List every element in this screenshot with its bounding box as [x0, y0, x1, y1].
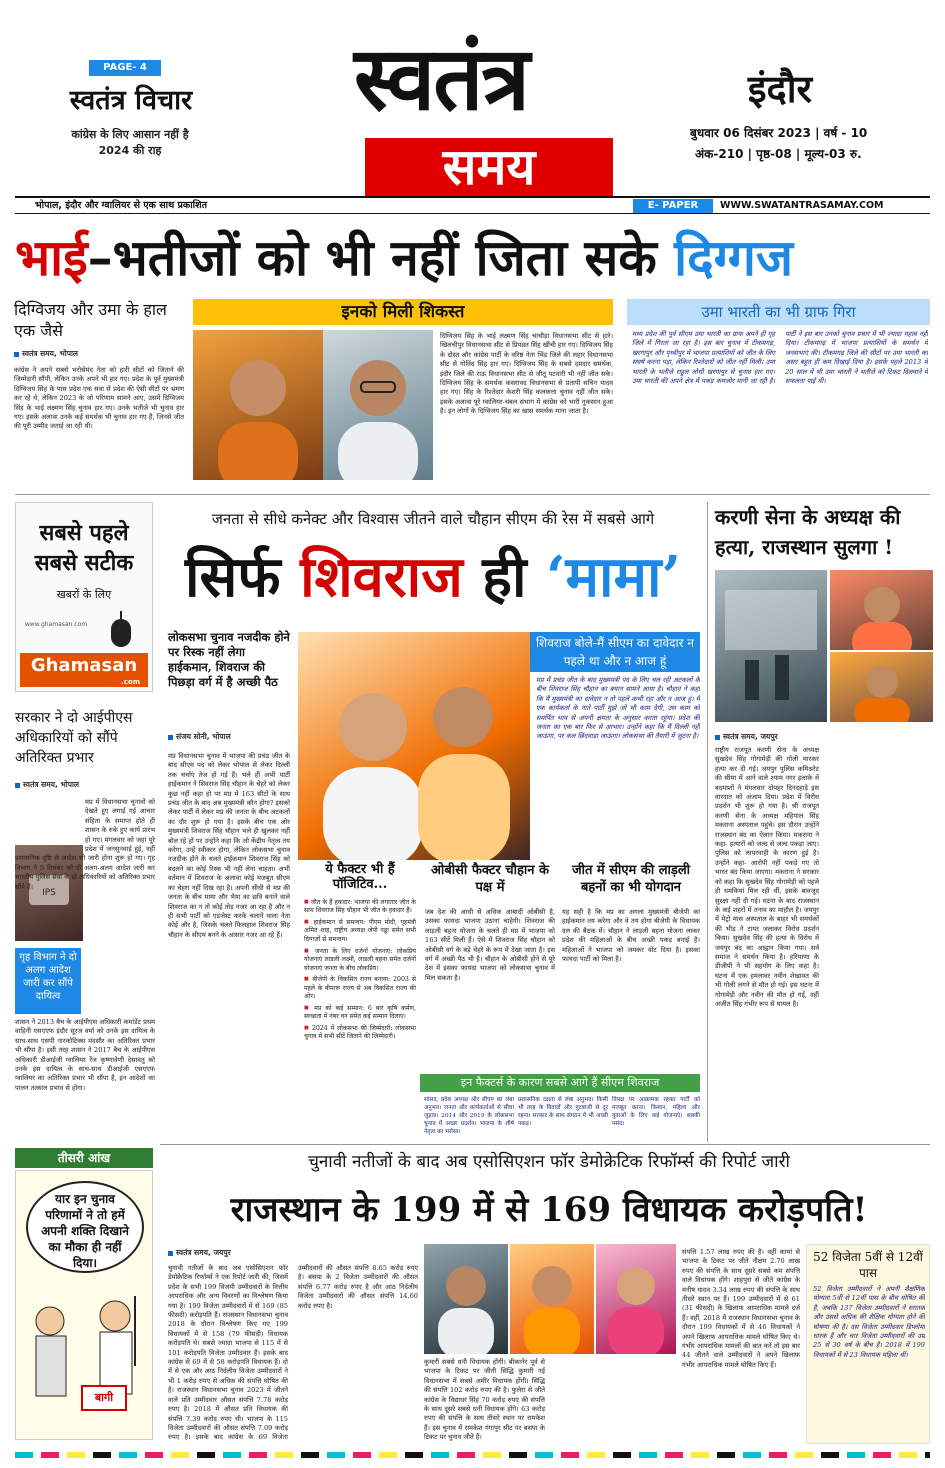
section-title: स्वतंत्र विचार [69, 85, 193, 116]
cartoon-flag-text: बागी [94, 1391, 114, 1404]
portrait-icon [193, 330, 323, 480]
education-box-title: 52 विजेता 5वीं से 12वीं पास [813, 1250, 923, 1280]
ghamasan-ad[interactable] [15, 502, 153, 692]
adr-body-right: संपत्ति 1.57 लाख रुपए की है। वहीं कामां से भाजपा के टिकट पर जीते नौक्षम 2.70 लाख रुपए की संपत्ति के साथ दूसरे सबसे कम संपत्ति वाले विधायक होंगे। शाहपुरा से जीते कांग्रेस के मनीष यादव 3.34 लाख रुपए की संपत्ति के साथ तीसरे स्थान पर हैं। 199 उम्मीदवारों में से 61 (31 फीसदी) के खिलाफ आपराधिक मामले दर्ज हैं। वहीं, 2018 में राजस्थान विधानसभा चुनाव के दौरान 199 विधायकों में से 46 विधायकों ने अपने खिलाफ आपराधिक मामले घोषित किए थे। गंभीर आपराधिक मामलों की बात करें तो इस बार 44 जीतने वाले उम्मीदवारों ने अपने खिलाफ गंभीर आपराधिक मामले घोषित किए हैं। [682, 1248, 800, 1369]
factor-item: ■ जीत के हैं हकदार: भाजपा की लगातार जीत के साथ शिवराज सिंह चौहान भी जीत के हकदार हैं। [304, 898, 416, 916]
education-box-body: 52 विजेता उम्मीदवारों ने अपनी शैक्षणिक योग्यता 5वीं से 12वीं पास के बीच घोषित की है, जबकि 137 विजेता उम्मीदवारों ने स्नातक और उससे अधिक की शैक्षिक योग्यता होने की घोषणा की है। दस विजेता उम्मीदवार डिप्लोमा धारक हैं और चार विजेता उम्मीदवारों की उम्र 25 से 30 वर्ष के बीच है। 2018 में 199 विधायकों में से 23 विधायक महिला थीं। [813, 1285, 925, 1359]
print-color-bar [15, 1452, 930, 1458]
adr-headline: राजस्थान के 199 में से 169 विधायक करोड़पति! [230, 1190, 868, 1230]
portrait-icon [510, 1244, 594, 1354]
mla-photo-3 [596, 1244, 676, 1354]
float-spacer [15, 798, 85, 848]
factors-bottom-col-3: विपक्ष पर आक्रामक रहकर पार्टी को मजबूत करना। किसान, महिला और युवाओं के लिए कई योजनाएं। सबकी पसंद। [612, 1097, 700, 1127]
ad-line-3: खबरों के लिए [56, 588, 112, 601]
ad-brand-suffix: .com [121, 678, 140, 686]
headline-black: भतीजों को भी नहीं जिता सके [112, 228, 657, 287]
section-divider [160, 1144, 930, 1145]
digvijay-singh-photo [323, 330, 433, 480]
issue-line: अंक-210 | पृष्ठ-08 | मूल्य-03 रु. [695, 147, 862, 161]
ad-line-1: सबसे पहले [39, 520, 129, 546]
factors-bottom-banner: इन फैक्टर्स के कारण सबसे आगे हैं सीएम शिवराज [420, 1074, 700, 1092]
ips-body-bottom: शासन ने 2013 बैच के आईपीएस अधिकारी कमांडेंट प्रथम वाहिनी एसएएफ इंदौर सूरज वर्मा को उनके इस दायित्व के साथ-साथ एसपी नारकोटिक्स मंदसौर का अतिरिक्त प्रभार भी सौंपा है। इसी तरह शासन ने 2017 बैच के आईपीएस अधिकारी डीआईजी ग्वालियर रेंज कृष्णावेणी देसावतु को उनके इस दायित्व के साथ-साथ डीआईजी एसएएफ ग्वालियर का अतिरिक्त प्रभार भी सौंपा है, इन आदेशों का पालन तत्काल प्रभाव से होगा। [15, 1018, 155, 1092]
portrait-icon [323, 330, 433, 480]
uma-bharti-photo [193, 330, 323, 480]
cartoon-panel [15, 1170, 153, 1440]
lead-right-body: मध्य प्रदेश की पूर्व सीएम उमा भारती का ग्राफ अपने ही गृह जिले में गिरता जा रहा है। इस बार चुनाव में टीकमगढ़, खरगापुर और पृथ्वीपुर में भाजपा प्रत्याशियों को जीत के लिए संघर्ष करना पड़ा, लेकिन रिश्तेदारों को जीत नहीं मिली। उमा भारती के भतीजे राहुल लोधी खरगापुर से चुनाव हार गए। उमा भारती की अपने क्षेत्र में पकड़ कमजोर मानी जा रही है। पार्टी ने इस बार उनको चुनाव प्रचार में भी ज्यादा महत्व नहीं दिया। टीकमगढ़ में भाजपा प्रत्याशियों के समर्थन में जनसभाएं की। टीकमगढ़ जिले की सीटों पर उमा भारती का असर बहुत ही कम दिखाई दिया है। इसके पहले 2013 में 20 साल में भी उमा भारती ने भतीजे को टिकट दिलवाने में सफलता पाई थी। [632, 330, 928, 386]
karni-byline: स्वतंत्र समय, जयपुर [715, 732, 827, 742]
lead-left-title: दिग्विजय और उमा के हाल एक जैसे [14, 300, 167, 340]
adr-byline: स्वतंत्र समय, जयपुर [168, 1248, 288, 1258]
headline-word-c: ही [482, 544, 527, 610]
section-divider [15, 494, 930, 495]
portrait-icon [298, 632, 530, 860]
factor-item: ■ हाईकमान से समन्वय: पीएम मोदी, गृहमंत्री अमित शाह, राष्ट्रीय अध्यक्ष जेपी नड्डा समेत सभी दिग्गजों से समन्वय। [304, 918, 416, 945]
svg-text:IPS: IPS [42, 888, 56, 898]
column-divider [707, 502, 708, 1142]
factor-item: ■ मप्र को कई सम्मान: 6 बार कृषि कर्मण, स्वच्छता में नंबर वन समेत कई सम्मान दिलाए। [304, 1004, 416, 1022]
obc-body: जब देश की आधी से अधिक आबादी ओबीसी है, उसका फायदा भाजपा उठाना चाहेगी। शिवराज की लाड़ली बहना योजना के चलते ही मप्र में भाजपा को 163 सीटें मिली हैं। ऐसे में शिवराज सिंह चौहान को ओबीसी वर्ग के बड़े चेहरे के रूप में देखा जाता है। इस वर्ग में अच्छी पैठ भी है। चौहान के ओबीसी होने से पूरे देश में इसका फायदा भाजपा को लोकसभा चुनाव में मिल सकता है। [425, 908, 555, 982]
portrait-icon [424, 1244, 508, 1354]
byline-spacer [715, 728, 815, 746]
portrait-icon [830, 652, 933, 722]
factor-item: ■ 2024 में लोकसभा की जिम्मेदारी: लोकसभा चुनाव में सभी सीटें जिताने की जिम्मेदारी। [304, 1024, 416, 1042]
mla-photo-1 [424, 1244, 508, 1354]
factors-bottom-col-1: सांसद, प्रदेश अध्यक्ष और सीएम का लंबा अनुभव। जनता और कार्यकर्ताओं से सीधा जुड़ाव। 2014 और 2019 के लोकसभा चुनाव में अच्छा प्रदर्शन। भाजपा के शीर्ष नेतृत्व का भरोसा। [424, 1097, 514, 1135]
ips-body-mid [86, 948, 155, 1016]
website-link[interactable]: WWW.SWATANTRASAMAY.COM [720, 200, 884, 211]
ad-brand-name: Ghamasan [30, 655, 138, 676]
headline-word-b: शिवराज [300, 544, 463, 610]
shivraj-body: मप्र विधानसभा चुनाव में भाजपा की प्रचंड जीत के बाद सीएम पद को लेकर भोपाल से लेकर दिल्ली तक चर्चाएं तेज हो गई हैं। भले ही अभी पार्टी हाईकमान ने शिवराज सिंह चौहान के चेहरे को लेकर कुछ नहीं कहा हो पर मप्र में 163 सीटों के साथ प्रचंड जीत के बाद अब मुख्यमंत्री कौन होगा? इसको लेकर पार्टी में लेकर मप्र की जनता के बीच अटकलों का दौर शुरू हो गया है। इसके बीच एक ओर मुख्यमंत्री शिवराज सिंह चौहान भले ही खुलकर नहीं बोल रहे हों पर उन्होंने कहा कि जो केंद्रीय नेतृत्व तय करेगा, उन्हें स्वीकार होगा, लेकिन लोकसभा चुनाव नजदीक होने के चलते हाईकमान शिवराज सिंह को बदलने का कोई रिस्क भी नहीं लेना चाहता। अभी वर्तमान में शिवराज के अलावा कोई मजबूत सीएम का चेहरा नहीं दिख रहा है। अपनी सीधी से मप्र की जनता के बीच मामा और भैया का छवि बनाने वाले शिवराज का न तो कोई तोड़ नजर आ रहा है और न ही सभी पार्टी को एडजेस्ट करके चलाने वाला नेता कोई और है, जिसके चलते फिलहाल शिवराज सिंह चौहान के सीएम बनने के आसार नजर आ रहे हैं। [168, 752, 290, 939]
cartoon-speech-bubble: यार इन चुनाव परिणामों ने तो हमें अपनी शक्ति दिखाने का मौका ही नहीं दिया। [26, 1181, 144, 1273]
ad-url: www.ghamasan.com [24, 621, 88, 628]
cartoon-title: तीसरी आंख [15, 1148, 153, 1168]
adr-photo-caption: कुमारी सबसे धनी विधायक होंगी। बीकानेर पूर्व से भाजपा के टिकट पर जीती सिद्धि कुमारी नई विधानसभा में सबसे अमीर विधायक होंगी। सिद्धि की संपत्ति 102 करोड़ रुपए की है। फुलेरा से जीते कांग्रेस के विद्याधर सिंह 70 करोड़ रुपए की संपत्ति के साथ दूसरे सबसे धनी विधायक होंगे। 63 करोड़ रुपए की संपत्ति के साथ तीसरे स्थान पर रामकेश हैं। इस चुनाव में रामकेश गंगापुर सीट पर बसपा के टिकट पर चुनाव जीते हैं। [424, 1358, 545, 1442]
adr-kicker: चुनावी नतीजों के बाद अब एसोसिएशन फॉर डेमोक्रेटिक रिफॉर्म्स की रिपोर्ट जारी [308, 1152, 790, 1172]
ladli-title: जीत में सीएम की लाड़ली बहनों का भी योगदान [571, 863, 691, 895]
headline-blue: दिग्गज [674, 228, 793, 287]
epaper-link[interactable]: E- PAPER [633, 199, 713, 213]
ad-brand [20, 653, 148, 687]
lead-left-body: कांग्रेस ने अपने सबसे भरोसेमंद नेता को हारी सीटों को जिताने की जिम्मेदारी सौंपी, लेकिन उनके अपने भी हार गए। प्रदेश के पूर्व मुख्यमंत्री दिग्विजय सिंह के पास प्रदेश एक सवा से प्रदेश की ऐसी सीटों पर भ्रमण कर रहे थे, लेकिन 2023 के जो परिणाम सामने आए, उसमें दिग्विजय सिंह के भाई लक्ष्मण सिंह चुनाव हार गए। उनके भतीजे भी चुनाव हार गए। इसके अलावा उनके कई समर्थक भी चुनाव हार गए हैं, जिनसे जीत की पूरी उम्मीद जताई जा रही थी। [14, 366, 184, 431]
factors-list [304, 898, 416, 1136]
modi-shivraj-photo [298, 632, 530, 860]
portrait-icon [596, 1244, 676, 1354]
headline-dash: – [87, 228, 113, 287]
edition-strip [15, 196, 930, 214]
masthead-logo [245, 26, 637, 196]
lead-right-banner: उमा भारती का भी ग्राफ गिरा [627, 299, 930, 325]
ad-line-2: सबसे सटीक [34, 550, 134, 576]
headline-red: भाई [15, 228, 88, 287]
education-box [806, 1244, 930, 1444]
shivraj-byline: संजय सोनी, भोपाल [168, 732, 290, 742]
factors-title: ये फैक्टर भी हैं पॉजिटिव... [325, 862, 395, 892]
editions-text: भोपाल, इंदौर और ग्वालियर से एक साथ प्रकाशित [35, 200, 207, 211]
shivraj-quote-banner: शिवराज बोले-मैं सीएम का दावेदार न पहले था और न आज हूं [530, 632, 700, 672]
factors-bottom-col-2: प्रशासनिक दक्षता से लंबा अनुभव। किसी भी तरह के विवादों और गुटबाजी से दूर रहना। सरकार के साथ संगठन में भी अच्छी पकड़। [518, 1097, 608, 1127]
ips-byline: स्वतंत्र समय, भोपाल [15, 780, 155, 790]
shivraj-headline [168, 532, 698, 622]
logo-bottom-word: समय [365, 138, 613, 196]
lead-center-body: दिग्विजय सिंह के भाई लक्ष्मण सिंह चाचौड़ा विधानसभा सीट से हारे। खिलचीपुर विधानसभा सीट से प्रियव्रत सिंह खींची हार गए। दिग्विजय सिंह के दोस्त और कांग्रेस पार्टी के वरिष्ठ नेता भिंड जिले की लहार विधानसभा सीट से गोविंद सिंह हार गए। दिग्विजय सिंह के सबसे दमदार समर्थक, इंदौर जिले की राऊ विधानसभा सीट से जीतू पटवारी भी नहीं जीत सके। दिग्विजय सिंह के समर्थक कसरावद विधानसभा से प्रतापी सचिन यादव हार गए। सिंह के रिश्तेदार केशरी सिंह कलकत्ता चुनाव नहीं जीत सके। इसके अलावा पूरे ग्वालियर-चंबल संभाग में कांग्रेस को भारी नुकसान हुआ है। इन लोगों के दिग्विजय सिंह का खास समर्थक माना जाता है। [440, 332, 613, 416]
mouse-icon [106, 611, 136, 647]
shivraj-quote-body: मप्र में प्रचंड जीत के बाद मुख्यमंत्री पद के लिए चल रही अटकलों के बीच शिवराज सिंह चौहान का बयान सामने आया है। चौहान ने कहा कि मैं मुख्यमंत्री का दावेदार न तो पहले कभी रहा और न आज हूं। मैं एक कार्यकर्ता के नाते पार्टी मुझे जो भी काम देगी, उस काम को समर्पित भाव से अपनी क्षमता के अनुसार करता रहूंगा। प्रदेश की जनता का एक बार फिर से आभार। उन्होंने कहा कि मैं दिल्ली नहीं जाऊंगा, पर कल छिंदवाड़ा जाऊंगा। लोकसभा की तैयारी में जुटना है। [536, 676, 700, 741]
adr-body-left: चुनावी नतीजों के बाद अब एसोसिएशन फॉर डेमोक्रेटिक रिफॉर्म्स ने एक रिपोर्ट जारी की, जिसमें प्रदेश के सभी 199 विजयी उम्मीदवारों के वित्तीय आपराधिक और अन्य विवरणों का विश्लेषण किया गया है। 199 विजेता उम्मीदवारों में से 169 (85 फीसदी) करोड़पति हैं। राजस्थान विधानसभा चुनाव 2018 के दौरान विश्लेषण किए गए 199 विधायकों में से 158 (79 फीसदी) विधायक करोड़पति थे। सबसे ज्यादा भाजपा से 115 में से 101 करोड़पति विजेता उम्मीदवार हैं। इसके बाद कांग्रेस से 69 में से 58 करोड़पति विधायक हैं। दो में से एक और आठ निर्दलीय विजेता उम्मीदवारों ने भी 1 करोड़ रुपए से अधिक की संपत्ति घोषित की है। राजस्थान विधानसभा चुनाव 2023 में जीतने वाले प्रति उम्मीदवार औसत संपत्ति 7.78 करोड़ रुपए है। 2018 में औसत प्रति विधायक की संपत्ति 7.39 करोड़ रुपए थी। भाजपा के 115 विजेता उम्मीदवारों की औसत संपत्ति 7.09 करोड़ रुपए है। इसके बाद कांग्रेस के 69 विजेता उम्मीदवारों की औसत संपत्ति 8.65 करोड़ रुपए है। बसपा के 2 विजेता उम्मीदवारों की औसत संपत्ति 6.77 करोड़ रुपए है और आठ निर्दलीय विजेता उम्मीदवारों की औसत संपत्ति 14.60 करोड़ रुपए है। [168, 1264, 418, 1442]
factor-item: ■ बीजेपी के विकसित राज्य बनाया: 2003 से पहले के बीमारू राज्य से अब विकसित राज्य की ओर। [304, 975, 416, 1002]
mla-photo-2 [510, 1244, 594, 1354]
karni-title: करणी सेना के अध्यक्ष की हत्या, राजस्थान सुलगा ! [715, 505, 901, 559]
section-teaser: कांग्रेस के लिए आसान नहीं है 2024 की राह [71, 128, 189, 157]
headline-word-d: ‘मामा’ [546, 544, 681, 610]
factor-item: ■ जनता के लिए दर्जनों योजनाएं: लोकप्रिय योजनाएं लाडली लक्ष्मी, लाडली बहना समेत दर्जनों योजनाएं जनता के बीच लोकप्रिय। [304, 947, 416, 974]
obc-title: ओबीसी फैक्टर चौहान के पक्ष में [431, 863, 549, 895]
portrait-icon [830, 570, 933, 650]
cartoon-figure-icon [20, 1276, 150, 1436]
edition-city: इंदौर [747, 66, 813, 111]
lead-headline [15, 222, 930, 294]
ips-title: सरकार ने दो आईपीएस अधिकारियों को सौंपे अतिरिक्त प्रभार [15, 710, 133, 766]
ladli-body: यह सही है कि मप्र का अगला मुख्यमंत्री बीजेपी का हाईकमान तय करेगा और वे तय होगा बीजेपी के विधायक दल की बैठक में। चौहान ने लाड़ली बहना योजना लाकर प्रदेश की महिलाओं के बीच अच्छी पकड़ बनाई है। महिलाओं ने भाजपा को जमकर वोट दिया है। इसका फायदा पार्टी को मिला है। [562, 908, 700, 964]
ips-body-top [15, 798, 155, 946]
cctv-photo [715, 570, 827, 722]
page-number-badge: PAGE- 4 [89, 60, 161, 76]
cctv-icon [715, 570, 827, 722]
ips-tag: गृह विभाग ने दो अलग आदेश जारी कर सौंपे दायित्व [15, 948, 81, 1014]
lead-left-byline: स्वतंत्र समय, भोपाल [14, 349, 184, 359]
karni-body-text: राष्ट्रीय राजपूत करणी सेना के अध्यक्ष सुखदेव सिंह गोगामेड़ी की गोली मारकर हत्या कर दी गई। जयपुर पुलिस कमिश्नरेट की सीमा में आने वाले श्याम नगर इलाके में बदमाशों ने मंगलवार दोपहर दिनदहाड़े इस वारदात को अंजाम दिया। प्रदेश में विरोध प्रदर्शन भी शुरू हो गया है। श्री राजपूत करणी सेना के अध्यक्ष महिपाल सिंह मकराना अस्पताल पहुंचे। इस दौरान उन्होंने राजस्थान बंद का ऐलान किया। मकराना ने कहा- हत्यारों को जल्द से जल्द पकड़ा जाए। पुलिस को लापरवाही के कारण हुई है। उन्होंने कहा- आरोपी नहीं पकड़े गए तो भारत बंद किया जाएगा। मकराना ने सरकार को कहा कि सुखदेव सिंह गोगामेड़ी को पहले ही धमकियां मिल रही थीं, इसके बावजूद सुरक्षा नहीं दी गई। घटना के बाद राजस्थान के कई शहरों में तनाव का माहौल है। जयपुर में मेट्रो मास अस्पताल के बाहर भी समर्थकों की भीड़ ने टायर जलाकर विरोध प्रदर्शन किया। सुखदेव सिंह की हत्या के विरोध में जयपुर बंद का आह्वान किया गया। सर्व समाज ने समर्थन किया है। हरियाणा के डीजीपी ने भी सहयोग के लिए कहा है। घटना में एक हमलावर नवीन शेखावत की भी गोली लगने से मौत हो गई। इस घटना में गोगामेड़ी और नवीन की मौत हो गई, वहीं अजीत सिंह गंभीर रूप से घायल है। [715, 746, 819, 1008]
gogamedi-photo-2 [830, 652, 933, 722]
lead-center-banner: इनको मिली शिकस्त [193, 299, 613, 325]
ips-body-top-text: मप्र में विधानसभा चुनावों को देखते हुए लगाई गई आचार संहिता के समाप्त होते ही शासन के रुके हुए कार्य प्रारंभ हो गए। मंगलवार को जहां पूरे प्रदेश में जनसुनवाई हुई, वहीं प्रशासनिक दृष्टि से आदेश भी जारी होना शुरू हो गए। गृह विभाग ने 5 दिसंबर को दो अलग-अलग आदेश जारी कर भारतीय पुलिस सेवा के दो अधिकारियों को अतिरिक्त प्रभार सौंपे हैं। [15, 798, 155, 891]
shivraj-side-title: लोकसभा चुनाव नजदीक होने पर रिस्क नहीं लेगा हाईकमान, शिवराज की पिछड़ा वर्ग में है अच्छी पैठ [168, 630, 290, 689]
date-line: बुधवार 06 दिसंबर 2023 | वर्ष - 10 [690, 126, 868, 140]
shivraj-kicker: जनता से सीधे कनेक्ट और विश्वास जीतने वाले चौहान सीएम की रेस में सबसे आगे [211, 510, 655, 528]
karni-body [715, 728, 933, 1140]
headline-word-a: सिर्फ [185, 544, 281, 610]
gogamedi-photo-1 [830, 570, 933, 650]
logo-top-word: स्वतंत्र [354, 26, 528, 130]
